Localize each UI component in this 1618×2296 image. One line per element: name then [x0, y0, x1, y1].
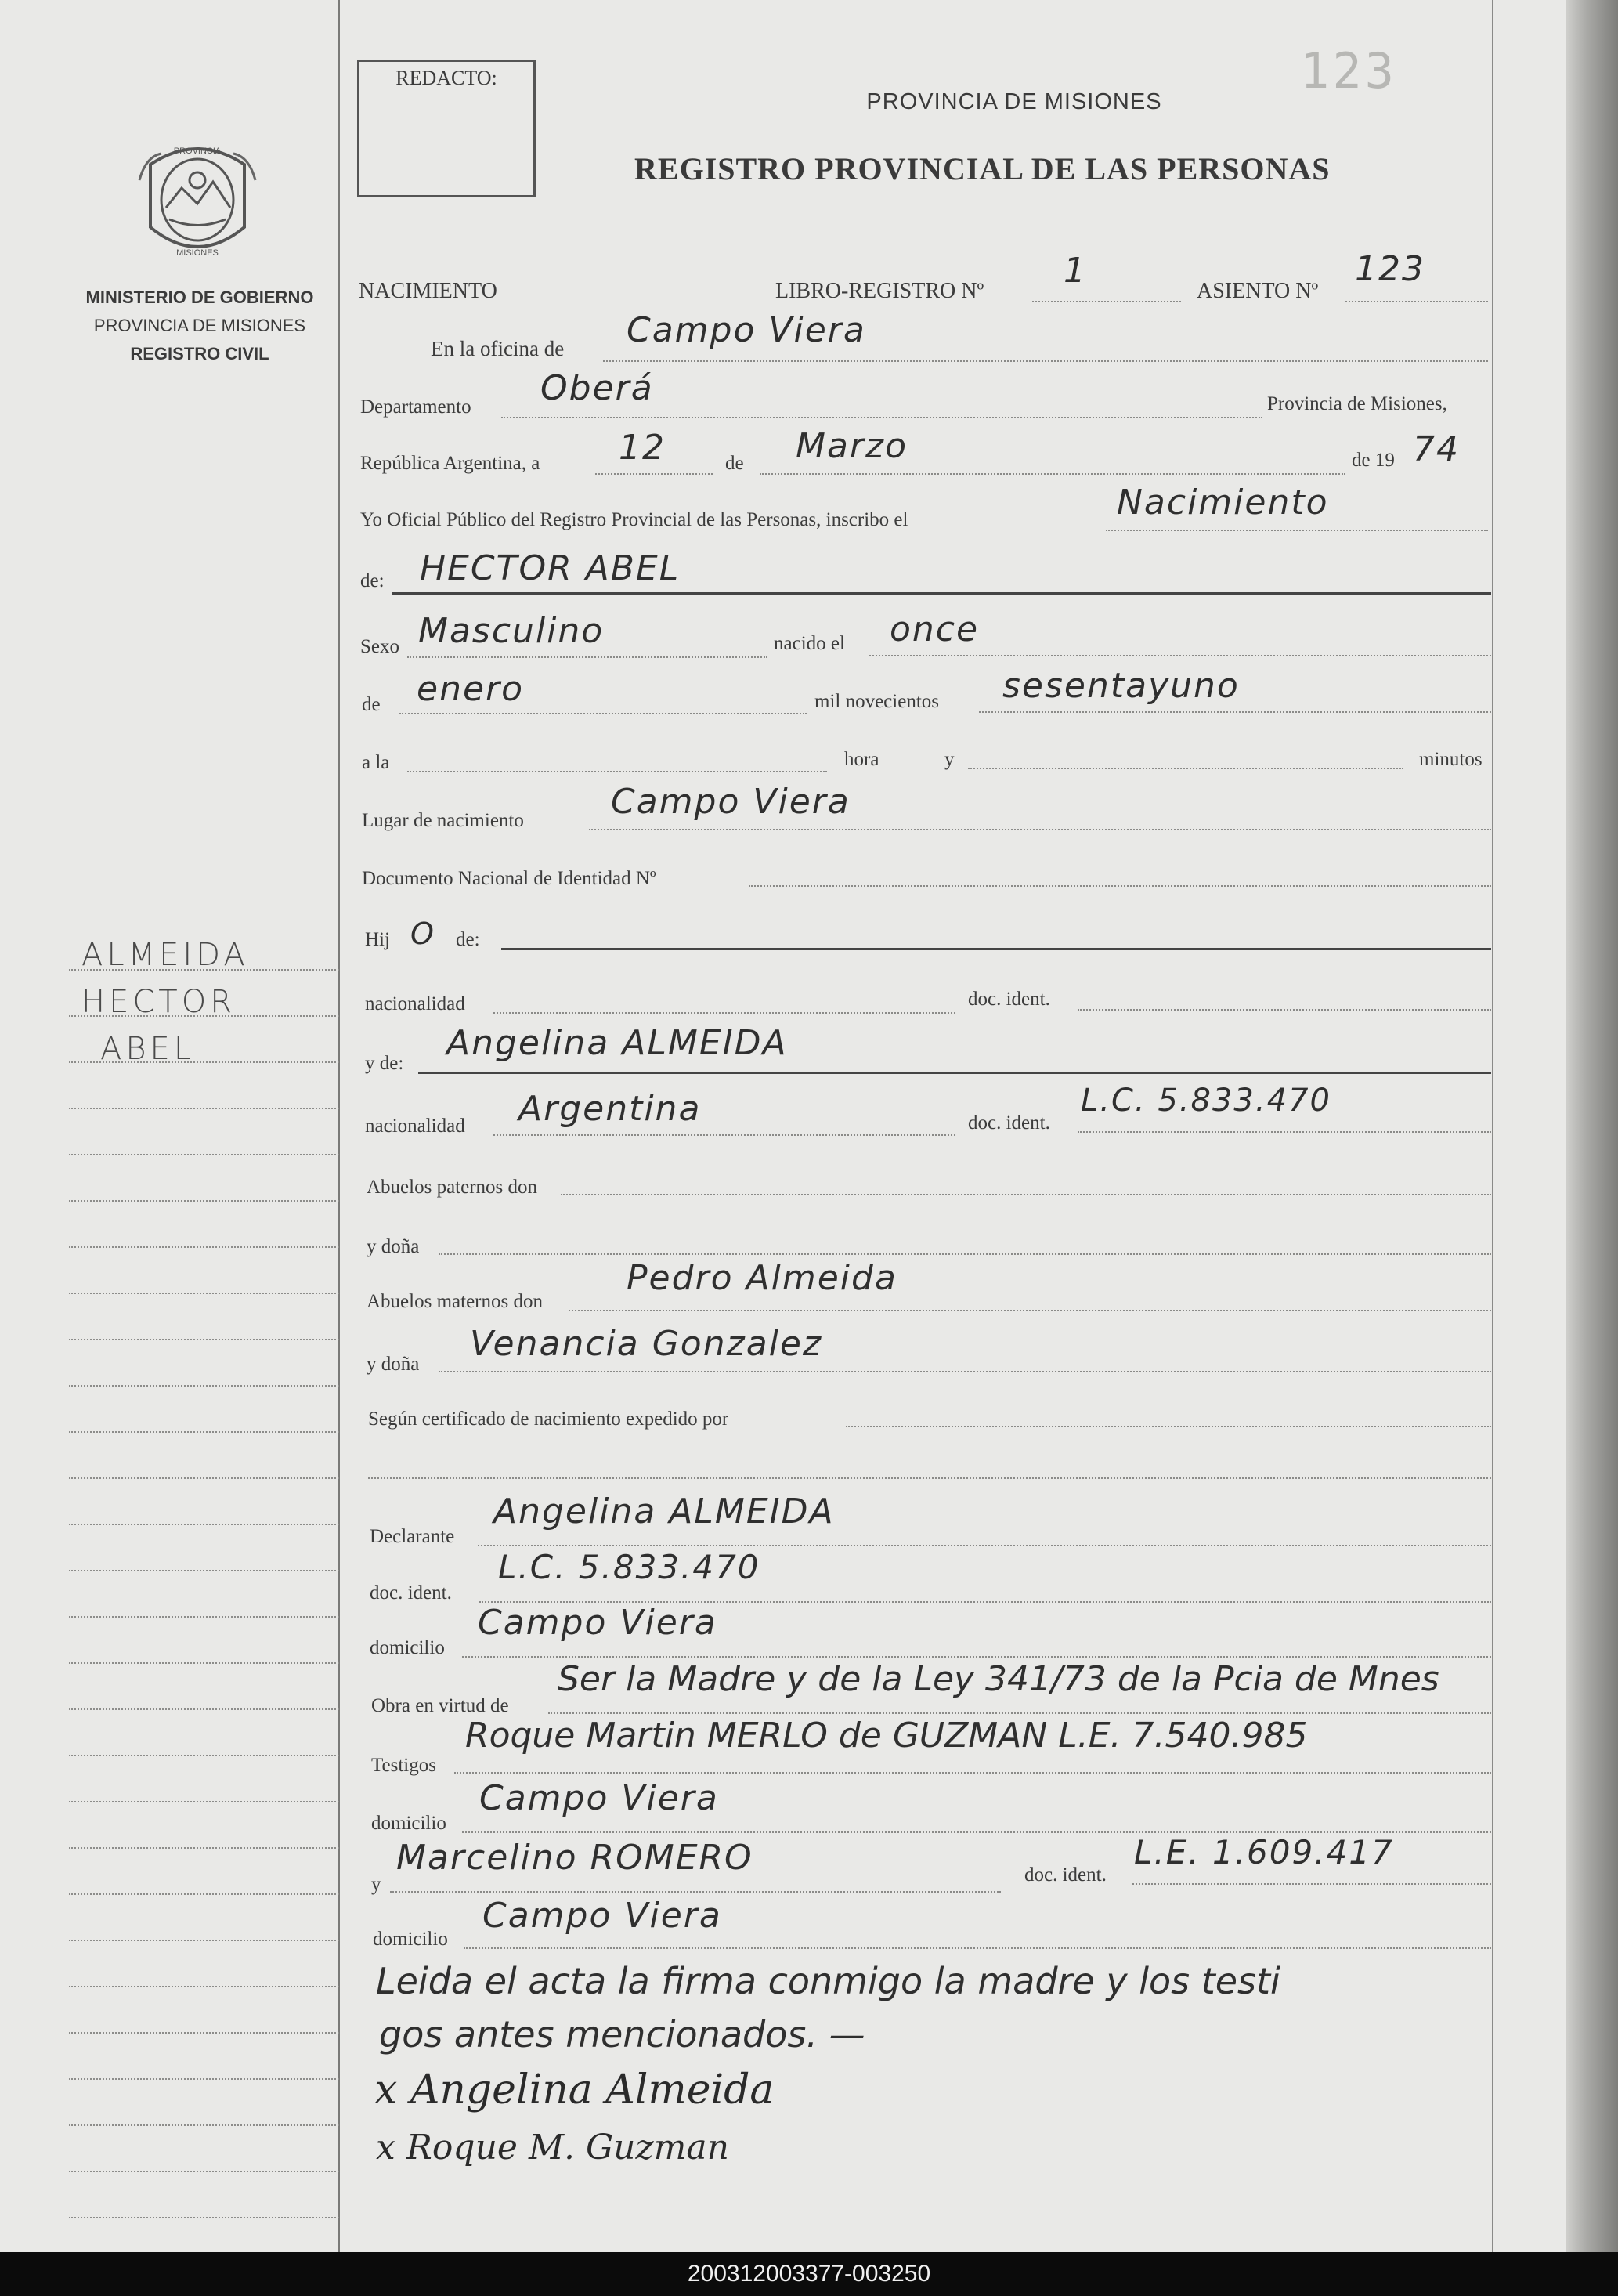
page-edge	[1566, 0, 1618, 2252]
provincial-seal-icon	[135, 133, 260, 266]
departamento-value: Oberá	[540, 368, 654, 408]
right-border-line	[1492, 0, 1493, 2252]
nacionalidad2-line	[493, 1134, 955, 1136]
asiento-line	[1345, 301, 1488, 302]
seal-top-text: PROVINCIA	[173, 146, 222, 156]
sexo-label: Sexo	[360, 636, 399, 657]
departamento-line	[501, 417, 1262, 418]
ministry-heading	[47, 284, 352, 368]
domicilio2-label: domicilio	[371, 1813, 446, 1834]
nacionalidad-line	[493, 1012, 955, 1014]
margin-lines	[69, 924, 339, 2218]
hijo-suffix-value: O	[410, 917, 435, 951]
de-colon-label: de:	[360, 570, 385, 591]
mes-value: Marzo	[796, 426, 908, 466]
doc-ident3-label: doc. ident.	[370, 1582, 452, 1604]
nacido-line	[869, 655, 1491, 656]
abuela-mat-line	[439, 1371, 1491, 1372]
nacionalidad-label: nacionalidad	[365, 993, 465, 1014]
registry-title: REGISTRO PROVINCIAL DE LAS PERSONAS	[634, 151, 1331, 186]
nombre-line	[392, 592, 1491, 595]
minutos-label: minutos	[1419, 749, 1483, 770]
abuelo-pat-line	[561, 1194, 1491, 1195]
obra-label: Obra en virtud de	[371, 1695, 509, 1716]
testigo2-line	[390, 1891, 1001, 1893]
de-label: de	[725, 453, 744, 474]
hij-label: Hij	[365, 929, 390, 950]
margin-note-second-name: ABEL	[100, 1031, 196, 1067]
de2-label: de	[362, 694, 381, 715]
declarante-label: Declarante	[370, 1526, 455, 1547]
abuelo-mat-line	[569, 1310, 1491, 1311]
domicilio3-value: Campo Viera	[482, 1896, 722, 1936]
domicilio-value: Campo Viera	[478, 1603, 717, 1643]
redacto-label: REDACTO:	[395, 67, 497, 89]
anio-value: 74	[1413, 429, 1460, 469]
abuelos-paternos-label: Abuelos paternos don	[367, 1177, 538, 1198]
doc-ident-line	[1078, 1009, 1491, 1011]
oficina-line	[603, 360, 1488, 362]
mes-nac-line	[399, 713, 807, 714]
padre-line	[501, 948, 1491, 950]
y-label: y	[944, 749, 955, 770]
obra-line	[548, 1712, 1491, 1714]
ministry-line-2: PROVINCIA DE MISIONES	[93, 316, 306, 335]
doc-ident-label: doc. ident.	[968, 989, 1050, 1010]
signature-witness: x Roque M. Guzman	[376, 2128, 729, 2168]
margin-note-first-name: HECTOR	[81, 984, 236, 1020]
de-19-label: de 19	[1352, 450, 1395, 471]
oficial-label: Yo Oficial Público del Registro Provincial de las Personas, inscribo el	[360, 509, 908, 530]
departamento-label: Departamento	[360, 396, 471, 418]
lugar-line	[589, 829, 1491, 830]
record-type-label: NACIMIENTO	[359, 279, 497, 303]
acto-value: Nacimiento	[1117, 483, 1329, 522]
ala-label: a la	[362, 752, 390, 773]
minutos-line	[968, 768, 1403, 769]
segun-line	[846, 1426, 1491, 1427]
sexo-line	[407, 656, 767, 658]
margin-note-surname: ALMEIDA	[81, 937, 249, 973]
abuela-mat-value: Venancia Gonzalez	[470, 1324, 823, 1364]
acto-line	[1106, 530, 1488, 531]
footer-id-bar	[0, 2252, 1618, 2296]
redacto-box	[357, 60, 536, 197]
mil-label: mil novecientos	[814, 691, 939, 712]
abuelos-maternos-label: Abuelos maternos don	[367, 1291, 543, 1312]
nacido-label: nacido el	[774, 633, 845, 654]
page-number: 123	[1300, 42, 1397, 99]
lugar-label: Lugar de nacimiento	[362, 810, 524, 831]
de3-label: de:	[456, 929, 480, 950]
libro-value: 1	[1064, 251, 1087, 291]
oficina-label: En la oficina de	[431, 337, 565, 360]
dni-label: Documento Nacional de Identidad Nº	[362, 868, 656, 889]
doc-testigo2-value: L.E. 1.609.417	[1134, 1833, 1394, 1871]
testigo1-value: Roque Martin MERLO de GUZMAN L.E. 7.540.985	[465, 1716, 1308, 1755]
seal-bottom-text: MISIONES	[176, 248, 219, 258]
abuelo-mat-value: Pedro Almeida	[627, 1258, 897, 1298]
republica-label: República Argentina, a	[360, 453, 540, 474]
lugar-value: Campo Viera	[611, 782, 851, 822]
declarante-value: Angelina ALMEIDA	[493, 1491, 835, 1531]
yde-label: y de:	[365, 1053, 404, 1074]
segun-label: Según certificado de nacimiento expedido por	[368, 1408, 729, 1430]
hora-line	[407, 771, 827, 772]
testigos-line	[454, 1772, 1491, 1774]
ydona2-label: y doña	[367, 1354, 420, 1375]
note-line-1: Leida el acta la firma conmigo la madre y los testi	[376, 1960, 1280, 2002]
nacionalidad-madre-value: Argentina	[518, 1089, 702, 1129]
libro-label: LIBRO-REGISTRO Nº	[775, 279, 984, 303]
dia-line	[595, 473, 713, 475]
domicilio3-label: domicilio	[373, 1929, 448, 1950]
madre-value: Angelina ALMEIDA	[446, 1023, 788, 1063]
dni-line	[749, 885, 1491, 887]
note-line-2: gos antes mencionados. —	[379, 2013, 865, 2056]
provincia-label: Provincia de Misiones,	[1267, 393, 1447, 414]
declarante-line	[478, 1545, 1491, 1546]
ydona-label: y doña	[367, 1236, 420, 1257]
province-title: PROVINCIA DE MISIONES	[866, 89, 1162, 114]
domicilio3-line	[464, 1947, 1491, 1949]
testigo2-value: Marcelino ROMERO	[396, 1838, 753, 1878]
y2-label: y	[371, 1874, 381, 1895]
doc-madre-line	[1078, 1131, 1491, 1133]
nacionalidad2-label: nacionalidad	[365, 1115, 465, 1137]
doc-testigo2-line	[1132, 1883, 1491, 1885]
anio-nac-value: sesentayuno	[1002, 666, 1240, 706]
libro-line	[1032, 301, 1181, 302]
madre-line	[418, 1072, 1491, 1074]
anio-nac-line	[979, 711, 1491, 713]
segun-line-2	[368, 1477, 1491, 1479]
nombre-value: HECTOR ABEL	[420, 548, 681, 588]
sexo-value: Masculino	[418, 611, 605, 651]
asiento-value: 123	[1355, 249, 1425, 289]
ministry-line-3: REGISTRO CIVIL	[130, 344, 269, 363]
footer-id: 200312003377-003250	[687, 2261, 931, 2287]
doc-declarante-value: L.C. 5.833.470	[498, 1548, 760, 1586]
ministry-line-1: MINISTERIO DE GOBIERNO	[85, 287, 314, 307]
dia-value: 12	[619, 428, 666, 468]
doc-ident4-label: doc. ident.	[1024, 1864, 1107, 1886]
nacido-value: once	[890, 609, 980, 649]
obra-value: Ser la Madre y de la Ley 341/73 de la Pcia de Mnes	[558, 1659, 1439, 1699]
doc-madre-value: L.C. 5.833.470	[1081, 1083, 1331, 1119]
domicilio-label: domicilio	[370, 1637, 445, 1658]
abuela-pat-line	[439, 1253, 1491, 1255]
testigos-label: Testigos	[371, 1755, 436, 1776]
mes-line	[760, 473, 1345, 475]
signature-mother: x Angelina Almeida	[374, 2066, 775, 2113]
mes-nac-value: enero	[417, 669, 525, 709]
oficina-value: Campo Viera	[627, 310, 866, 350]
doc-ident2-label: doc. ident.	[968, 1112, 1050, 1134]
asiento-label: ASIENTO Nº	[1197, 279, 1319, 303]
domicilio2-value: Campo Viera	[479, 1778, 719, 1818]
hora-label: hora	[844, 749, 879, 770]
domicilio-line	[462, 1656, 1491, 1658]
